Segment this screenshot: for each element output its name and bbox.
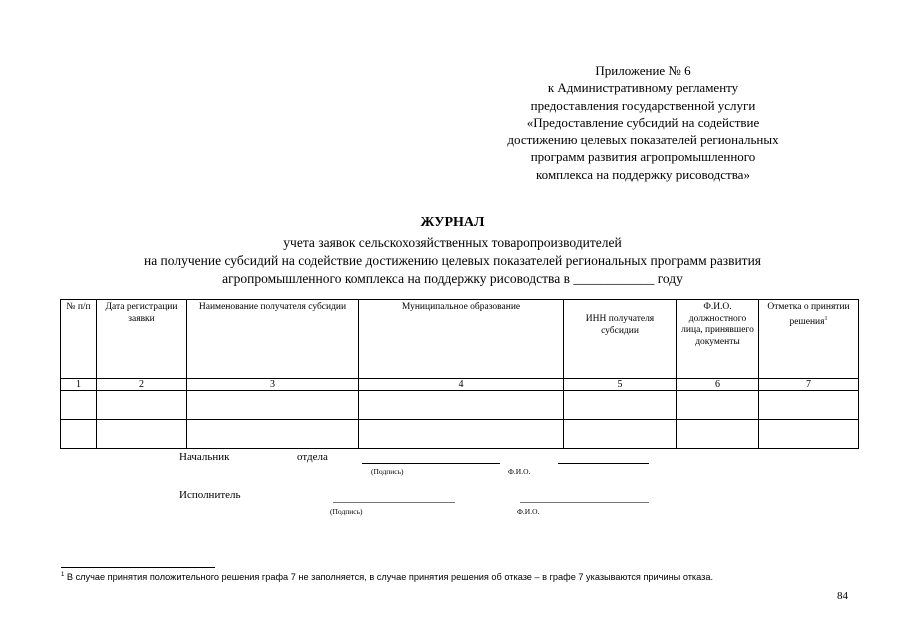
table-cell: [359, 391, 564, 420]
table-header-row: [61, 300, 859, 379]
chief-department: отдела: [297, 451, 328, 463]
appendix-line: Приложение № 6: [595, 63, 691, 78]
column-header: Наименование получателя субсидии: [187, 300, 359, 379]
journal-title: ЖУРНАЛ: [420, 215, 485, 230]
column-header-text: Отметка о принятии решения: [767, 302, 850, 327]
executor-signature-line: [333, 502, 455, 503]
column-header: Муниципальное образование: [359, 300, 564, 379]
executor-signature-caption: (Подпись): [330, 507, 363, 516]
appendix-block: [470, 62, 816, 183]
column-number-row: [61, 379, 859, 391]
table-cell: [61, 420, 97, 449]
table-cell: [187, 420, 359, 449]
table-cell: [97, 391, 187, 420]
footnote-mark: 1: [824, 315, 828, 322]
footnote-divider: [61, 567, 215, 568]
table-cell: [61, 391, 97, 420]
appendix-line: программ развития агропромышленного: [530, 149, 756, 165]
appendix-line: «Предоставление субсидий на содействие: [526, 114, 760, 130]
table-cell: [187, 391, 359, 420]
chief-name-caption: Ф.И.О.: [508, 467, 531, 476]
executor-name-line: [520, 502, 649, 503]
footnote: [61, 572, 713, 582]
table-cell: [564, 391, 677, 420]
table-cell: [677, 420, 759, 449]
column-number: 5: [564, 379, 677, 391]
table-row: [61, 391, 859, 420]
appendix-line: комплекса на поддержку рисоводства»: [536, 166, 750, 182]
column-header: [759, 300, 859, 379]
table-cell: [759, 420, 859, 449]
appendix-line: предоставления государственной услуги: [530, 97, 756, 113]
chief-signature-caption: (Подпись): [371, 467, 404, 476]
executor-label: Исполнитель: [179, 489, 241, 501]
column-number: 7: [759, 379, 859, 391]
footnote-text: В случае принятия положительного решения графа 7 не заполняется, в случае принятия решения об отказе – в графе 7 указываются причины отказа.: [64, 572, 714, 583]
table-cell: [97, 420, 187, 449]
table-cell: [759, 391, 859, 420]
journal-subtitle-line: учета заявок сельскохозяйственных товаропроизводителей: [283, 235, 622, 250]
chief-label: Начальник: [179, 451, 230, 463]
page-number: 84: [837, 590, 848, 602]
column-number: 4: [359, 379, 564, 391]
chief-name-line: [558, 463, 649, 464]
table-cell: [677, 391, 759, 420]
appendix-line: к Административному регламенту: [547, 80, 739, 96]
journal-subtitle-line: на получение субсидий на содействие достижению целевых показателей региональных программ развития: [143, 253, 762, 268]
column-header: ИНН получателя субсидии: [564, 300, 677, 379]
footnote-mark: 1: [61, 572, 65, 578]
column-number: 2: [97, 379, 187, 391]
column-number: 3: [187, 379, 359, 391]
journal-subtitle-line: агропромышленного комплекса на поддержку рисоводства в ____________ году: [222, 271, 683, 286]
column-header: Дата регистрации заявки: [97, 300, 187, 379]
column-header: Ф.И.О. должностного лица, принявшего документы: [677, 300, 759, 379]
column-number: 6: [677, 379, 759, 391]
table-cell: [564, 420, 677, 449]
table-cell: [359, 420, 564, 449]
chief-signature-line: [362, 463, 500, 464]
executor-name-caption: Ф.И.О.: [517, 507, 540, 516]
journal-table: [60, 299, 859, 449]
table-row: [61, 420, 859, 449]
column-number: 1: [61, 379, 97, 391]
column-header: № п/п: [61, 300, 97, 379]
appendix-line: достижению целевых показателей региональных: [507, 132, 779, 148]
